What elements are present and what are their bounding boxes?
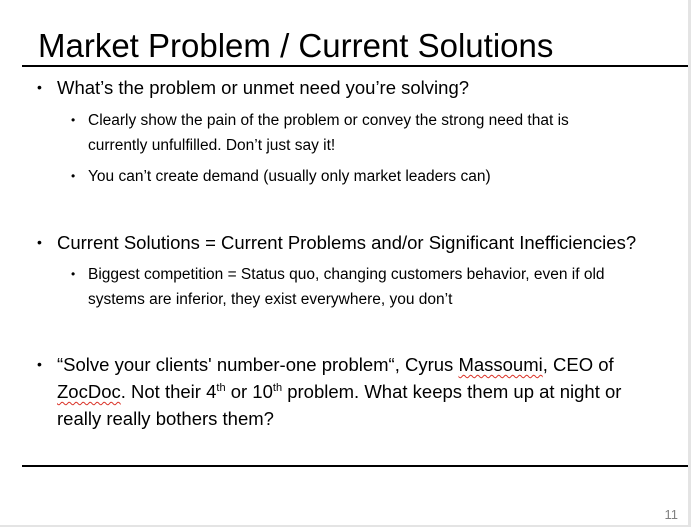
ordinal-suffix: th bbox=[272, 381, 283, 394]
footer-rule bbox=[22, 465, 690, 467]
quote-text: . Not their 4 bbox=[120, 381, 217, 402]
quote-line3: really really bothers them? bbox=[57, 408, 274, 429]
bullet-problem: • What’s the problem or unmet need you’re solving? bbox=[57, 74, 689, 101]
sub-bullet-demand-line1: • You can’t create demand (usually only market leaders can) bbox=[88, 168, 491, 185]
sub-bullet-competition-line2: systems are inferior, they exist everywhere, you don’t bbox=[88, 291, 453, 308]
quote-text: , CEO of bbox=[542, 354, 614, 375]
title-underline bbox=[22, 65, 690, 67]
quote-text: or 10 bbox=[225, 381, 273, 402]
page-number: 11 bbox=[664, 507, 678, 522]
sub-bullet-competition bbox=[88, 262, 688, 312]
ordinal-suffix: th bbox=[216, 381, 226, 394]
sub-bullet-demand bbox=[88, 164, 688, 189]
slide-title: Market Problem / Current Solutions bbox=[38, 27, 554, 64]
sub-bullet-pain-line1: • Clearly show the pain of the problem or convey the strong need that is bbox=[88, 112, 569, 129]
sub-bullet-pain bbox=[88, 108, 688, 158]
quote-text: “Solve your clients' number-one problem“, Cyrus bbox=[57, 354, 459, 375]
sub-bullet-competition-line1: • Biggest competition = Status quo, changing customers behavior, even if old bbox=[88, 266, 605, 283]
quote-line2 bbox=[57, 378, 689, 405]
misspelled-name[interactable]: Massoumi bbox=[458, 354, 543, 375]
quote-line1 bbox=[57, 351, 689, 378]
sub-bullet-pain-line2: currently unfulfilled. Don’t just say it! bbox=[88, 137, 336, 154]
quote-text: problem. What keeps them up at night or bbox=[282, 381, 622, 402]
bullet-quote bbox=[57, 351, 689, 432]
bullet-current-solutions: • Current Solutions = Current Problems and/or Significant Inefficiencies? bbox=[57, 229, 689, 256]
misspelled-company[interactable]: ZocDoc bbox=[57, 381, 121, 402]
